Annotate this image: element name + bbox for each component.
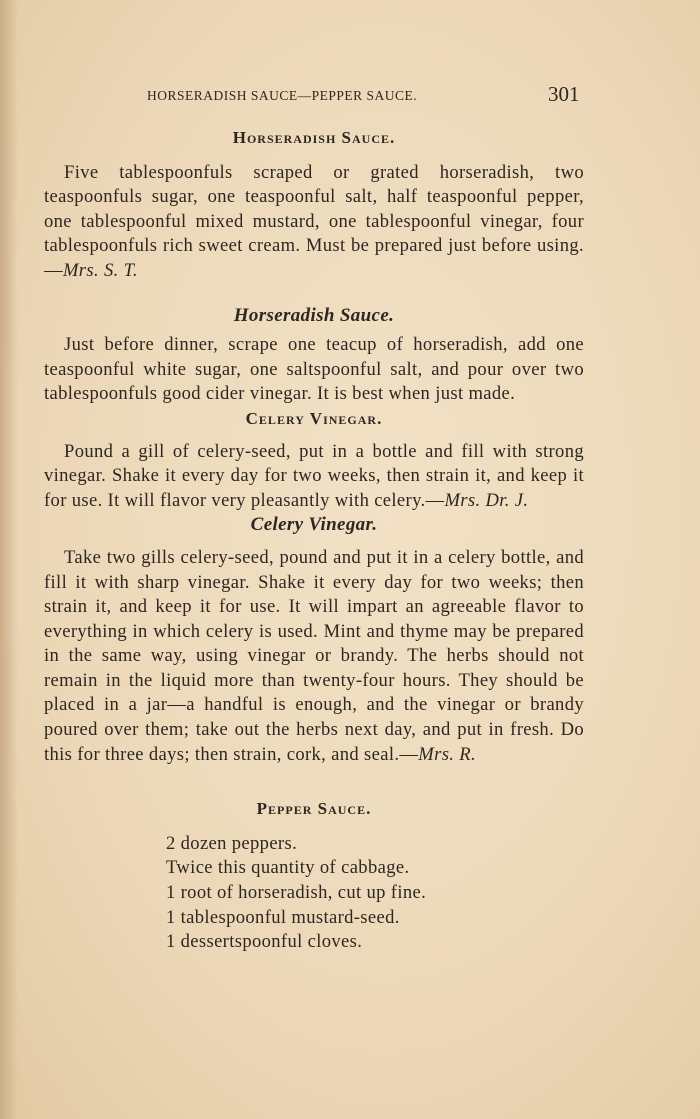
ingredient-item: Twice this quantity of cabbage.	[166, 857, 410, 879]
recipe-text: Pound a gill of celery-seed, put in a bottle and fill with strong vinegar. Shake it every day for two weeks, then strain it, and keep it for use. It will flavor very pleasantly with celery.—	[44, 440, 584, 511]
ingredient-item: 1 root of horseradish, cut up fine.	[166, 882, 427, 904]
recipe-text: Five tablespoonfuls scraped or grated horseradish, two teaspoonfuls sugar, one teaspoonful salt, half teaspoonful pepper, one tablespoonful mixed mustard, one tablespoonful vinegar, four tablespoonfuls rich sweet cream. Must be prepared just before using.—	[44, 161, 584, 281]
pepper-sauce-ingredients	[44, 832, 584, 955]
recipe-signature: Mrs. R.	[418, 743, 477, 765]
section-heading-horseradish-sauce-1: Horseradish Sauce.	[232, 128, 396, 147]
ingredient-item: 1 tablespoonful mustard-seed.	[166, 906, 400, 928]
page-number: 301	[548, 82, 580, 106]
ingredient-item: 2 dozen peppers.	[166, 832, 298, 854]
page-content	[44, 120, 584, 955]
recipe-horseradish-sauce-2	[44, 333, 584, 407]
recipe-celery-vinegar-1	[44, 440, 584, 514]
recipe-text: Take two gills celery-seed, pound and put it in a celery bottle, and fill it with sharp vinegar. Shake it every day for two weeks; then strain it, and keep it for use. It will impart an agreeable flavor to everything in which celery is used. Mint and thyme may be prepared in the same way, using vinegar or brandy. The herbs should not remain in the liquid more than twenty-four hours. They should be placed in a jar—a handful is enough, and the vinegar or brandy poured over them; take out the herbs next day, and put in fresh. Do this for three days; then strain, cork, and seal.—	[44, 546, 584, 765]
section-heading-celery-vinegar-2: Celery Vinegar.	[250, 514, 378, 536]
recipe-signature: Mrs. S. T.	[62, 259, 138, 281]
page-gutter-shadow	[0, 0, 18, 1119]
recipe-text: Just before dinner, scrape one teacup of horseradish, add one teaspoonful white sugar, one saltspoonful salt, and pour over two tablespoonfuls good cider vinegar. It is best when just made.	[44, 334, 584, 405]
running-head: HORSERADISH SAUCE—PEPPER SAUCE.	[147, 88, 418, 103]
section-heading-celery-vinegar-1: Celery Vinegar.	[245, 408, 383, 428]
recipe-signature: Mrs. Dr. J.	[444, 489, 529, 511]
section-heading-horseradish-sauce-2: Horseradish Sauce.	[233, 304, 395, 326]
recipe-celery-vinegar-2	[44, 546, 584, 767]
ingredient-item: 1 dessertspoonful cloves.	[166, 931, 363, 953]
recipe-horseradish-sauce-1	[44, 161, 584, 284]
section-heading-pepper-sauce: Pepper Sauce.	[256, 799, 372, 819]
